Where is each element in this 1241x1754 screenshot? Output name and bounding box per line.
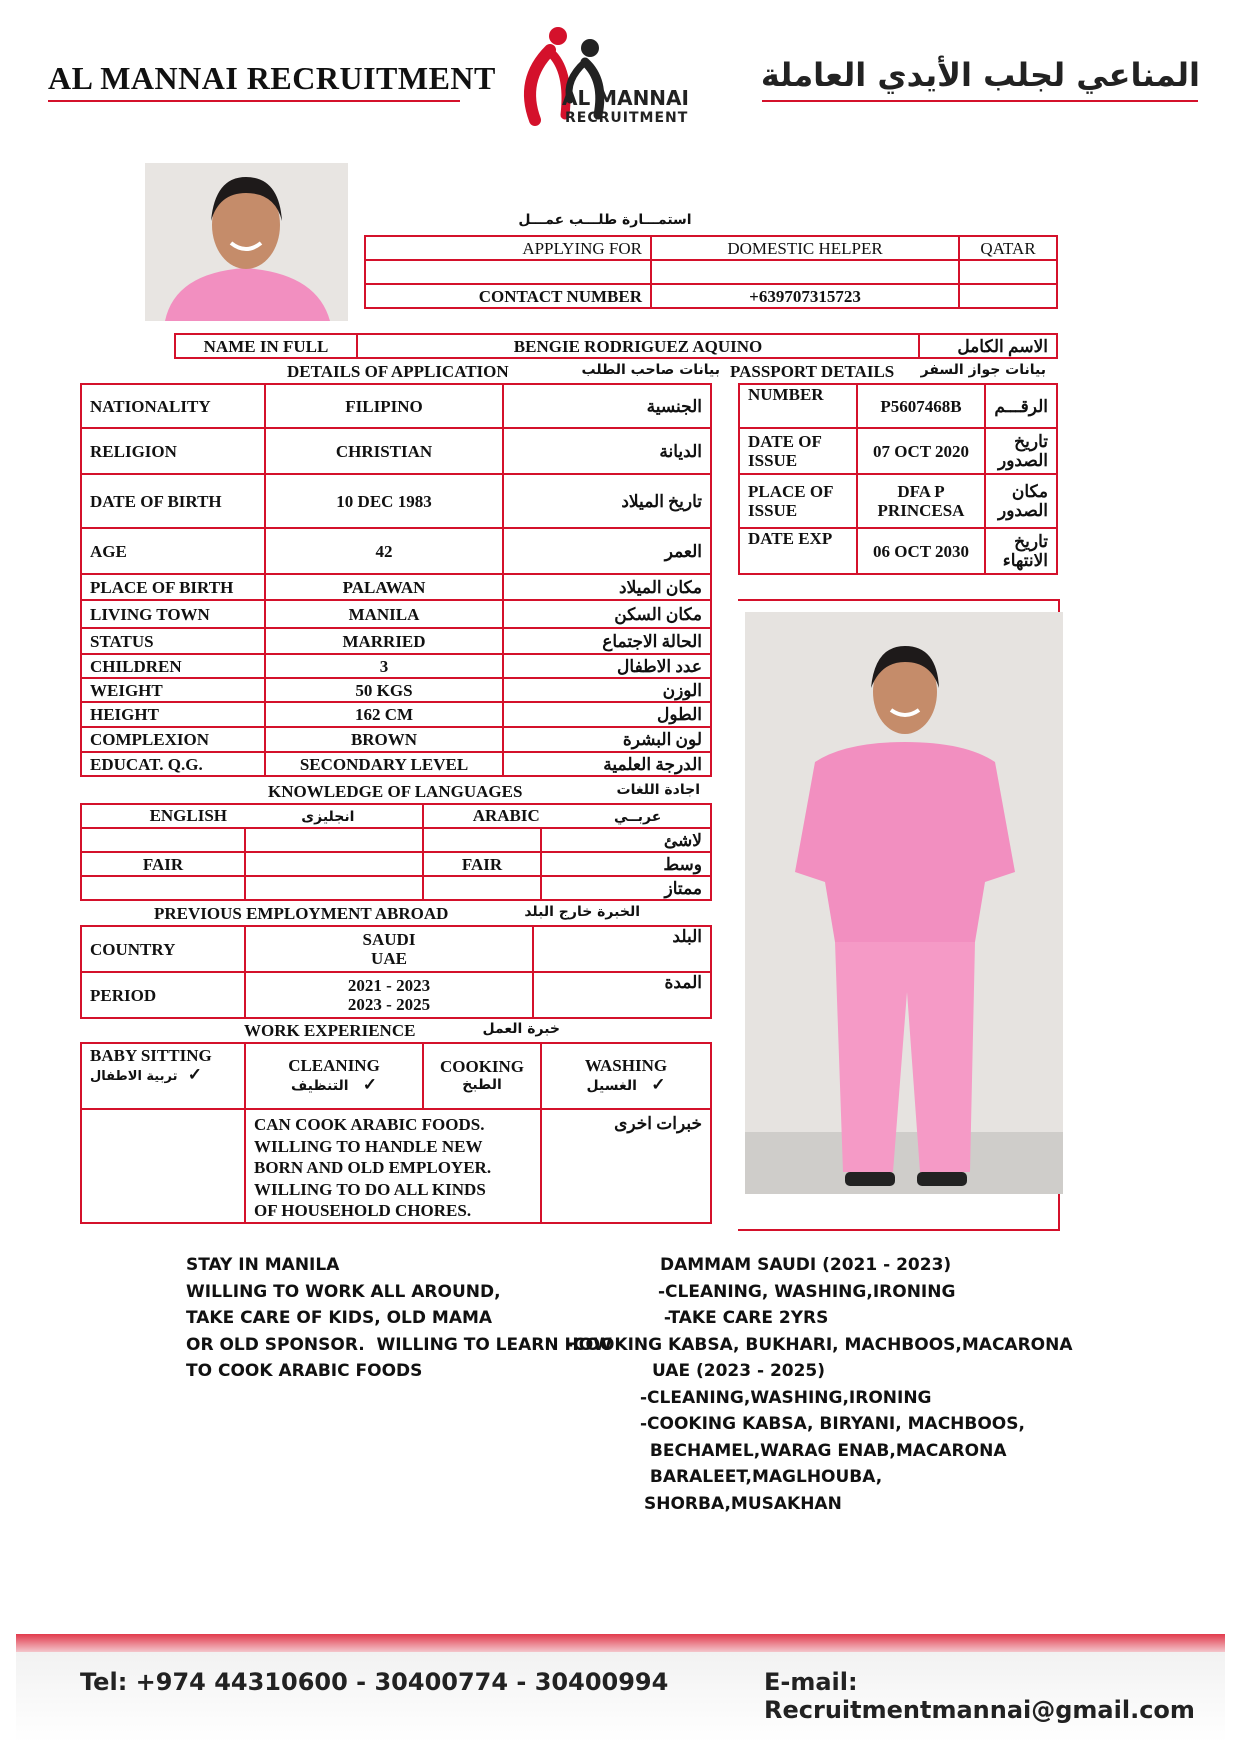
name-table xyxy=(174,333,1058,359)
employment-table xyxy=(80,925,712,1019)
detail-label: STATUS xyxy=(81,628,265,654)
detail-value: 3 xyxy=(265,654,503,678)
detail-label-ar: الطول xyxy=(503,702,711,727)
detail-label-ar: الوزن xyxy=(503,678,711,702)
arabic-label: ARABIC xyxy=(472,805,540,825)
detail-label-ar: الديانة xyxy=(503,428,711,474)
languages-heading-ar: اجادة اللغات xyxy=(616,782,700,798)
note-line: TO COOK ARABIC FOODS xyxy=(186,1361,423,1381)
footer-tel: Tel: +974 44310600 - 30400774 - 30400994 xyxy=(80,1668,669,1696)
detail-label: RELIGION xyxy=(81,428,265,474)
other-line: BORN AND OLD EMPLOYER. xyxy=(254,1158,492,1177)
passport-label-ar: تاريخ الانتهاء xyxy=(985,528,1057,574)
detail-value: 50 KGS xyxy=(265,678,503,702)
detail-label-ar: تاريخ الميلاد xyxy=(503,474,711,528)
detail-label: HEIGHT xyxy=(81,702,265,727)
cleaning-label: CLEANING xyxy=(288,1056,380,1075)
applying-table xyxy=(364,235,1058,309)
note-line: UAE (2023 - 2025) xyxy=(652,1361,826,1381)
baby-sitting-label-ar: تربية الاطفال xyxy=(90,1069,178,1084)
note-line: DAMMAM SAUDI (2021 - 2023) xyxy=(660,1255,952,1275)
note-line: -CLEANING,WASHING,IRONING xyxy=(640,1387,932,1408)
level-good-ar: ممتاز xyxy=(541,876,711,900)
passport-label: DATE EXP xyxy=(739,528,857,574)
detail-value: MARRIED xyxy=(265,628,503,654)
detail-value: 162 CM xyxy=(265,702,503,727)
other-line: WILLING TO DO ALL KINDS xyxy=(254,1179,486,1199)
period-label-ar: المدة xyxy=(533,972,711,1018)
detail-value: SECONDARY LEVEL xyxy=(265,752,503,776)
english-label-ar: انجليزى xyxy=(301,808,355,825)
details-table xyxy=(80,383,712,777)
passport-table xyxy=(738,383,1058,575)
english-header xyxy=(81,804,423,828)
header-rule-left xyxy=(48,100,460,102)
other-line: CAN COOK ARABIC FOODS. xyxy=(254,1115,485,1134)
note-line: OR OLD SPONSOR. WILLING TO LEARN HOW xyxy=(186,1334,612,1355)
arabic-header xyxy=(423,804,711,828)
detail-label-ar: العمر xyxy=(503,528,711,574)
baby-sitting-label: BABY SITTING xyxy=(90,1046,212,1065)
detail-label-ar: الحالة الاجتماع xyxy=(503,628,711,654)
name-label: NAME IN FULL xyxy=(175,334,357,358)
detail-value: PALAWAN xyxy=(265,574,503,600)
periods-cell xyxy=(245,972,533,1018)
detail-label-ar: عدد الاطفال xyxy=(503,654,711,678)
passport-heading: PASSPORT DETAILS xyxy=(730,362,895,381)
employment-country: UAE xyxy=(371,949,407,968)
note-line: -COOKING KABSA, BIRYANI, MACHBOOS, xyxy=(640,1414,1025,1434)
cleaning-label-ar: التنظيف xyxy=(290,1078,349,1094)
skill-cleaning xyxy=(245,1043,423,1109)
level-mid-ar: وسط xyxy=(541,852,711,876)
employment-period: 2021 - 2023 xyxy=(347,976,431,995)
other-experience xyxy=(245,1109,541,1223)
period-label: PERIOD xyxy=(81,972,245,1018)
arabic-label-ar: عربــي xyxy=(614,808,662,825)
cooking-label: COOKING xyxy=(439,1057,525,1076)
note-line: -CLEANING, WASHING,IRONING xyxy=(658,1281,956,1302)
country-label-ar: البلد xyxy=(533,926,711,972)
applicant-photo-full xyxy=(745,612,1063,1194)
detail-label-ar: الجنسية xyxy=(503,384,711,428)
detail-label: COMPLEXION xyxy=(81,727,265,752)
other-line: WILLING TO HANDLE NEW xyxy=(254,1136,483,1156)
other-label-ar: خبرات اخرى xyxy=(541,1109,711,1223)
languages-heading: KNOWLEDGE OF LANGUAGES xyxy=(268,782,523,801)
other-line: OF HOUSEHOLD CHORES. xyxy=(254,1201,472,1220)
detail-value: MANILA xyxy=(265,600,503,628)
note-line: WILLING TO WORK ALL AROUND, xyxy=(186,1281,501,1302)
check-icon: ✓ xyxy=(187,1065,202,1084)
notes-left xyxy=(186,1252,612,1385)
cooking-label-ar: الطبخ xyxy=(462,1077,502,1093)
passport-value: 07 OCT 2020 xyxy=(857,428,985,474)
detail-label: LIVING TOWN xyxy=(81,600,265,628)
employment-heading: PREVIOUS EMPLOYMENT ABROAD xyxy=(154,904,449,923)
detail-label: EDUCAT. Q.G. xyxy=(81,752,265,776)
countries-cell xyxy=(245,926,533,972)
level-none-ar: لاشئ xyxy=(541,828,711,852)
full-body-portrait-icon xyxy=(745,612,1063,1194)
detail-value: 42 xyxy=(265,528,503,574)
detail-value: FILIPINO xyxy=(265,384,503,428)
detail-value: CHRISTIAN xyxy=(265,428,503,474)
arabic-level: FAIR xyxy=(423,852,541,876)
country-value: QATAR xyxy=(959,236,1057,260)
washing-label-ar: الغسيل xyxy=(586,1078,637,1094)
detail-label: CHILDREN xyxy=(81,654,265,678)
employment-country: SAUDI xyxy=(362,930,416,949)
note-line: BECHAMEL,WARAG ENAB,MACARONA xyxy=(644,1440,1007,1461)
check-icon: ✓ xyxy=(362,1075,377,1094)
notes-right xyxy=(566,1252,1073,1517)
detail-label-ar: مكان الميلاد xyxy=(503,574,711,600)
applying-for-label: APPLYING FOR xyxy=(365,236,651,260)
passport-label: PLACE OF ISSUE xyxy=(739,474,857,528)
applicant-photo-small xyxy=(145,163,348,321)
logo-text-1: AL MANNAI xyxy=(562,86,689,110)
details-heading-ar: بيانات صاحب الطلب xyxy=(581,362,720,378)
detail-label: PLACE OF BIRTH xyxy=(81,574,265,600)
name-label-ar: الاسم الكامل xyxy=(919,334,1057,358)
employment-period: 2023 - 2025 xyxy=(347,995,431,1014)
note-line: SHORBA,MUSAKHAN xyxy=(644,1493,842,1514)
detail-label-ar: الدرجة العلمية xyxy=(503,752,711,776)
detail-label-ar: لون البشرة xyxy=(503,727,711,752)
washing-label: WASHING xyxy=(584,1056,668,1075)
passport-label-ar: مكان الصدور xyxy=(985,474,1057,528)
passport-label-ar: تاريخ الصدور xyxy=(985,428,1057,474)
skill-baby-sitting xyxy=(81,1043,245,1109)
detail-label: WEIGHT xyxy=(81,678,265,702)
detail-label: NATIONALITY xyxy=(81,384,265,428)
passport-value: P5607468B xyxy=(857,384,985,428)
detail-value: 10 DEC 1983 xyxy=(265,474,503,528)
note-line: -COOKING KABSA, BUKHARI, MACHBOOS,MACARONA xyxy=(566,1334,1073,1355)
note-line: STAY IN MANILA xyxy=(186,1255,340,1275)
passport-label-ar: الرقـــم xyxy=(985,384,1057,428)
form-title-ar: استمـــارة طلـــب عمـــل xyxy=(518,212,692,228)
full-name: BENGIE RODRIGUEZ AQUINO xyxy=(357,334,919,358)
skill-cooking xyxy=(423,1043,541,1109)
country-label: COUNTRY xyxy=(81,926,245,972)
logo-text-2: RECRUITMENT xyxy=(565,110,689,126)
passport-label: DATE OF ISSUE xyxy=(739,428,857,474)
company-name-en: AL MANNAI RECRUITMENT xyxy=(48,60,496,96)
passport-value: 06 OCT 2030 xyxy=(857,528,985,574)
passport-label: NUMBER xyxy=(739,384,857,428)
footer-email: E-mail: Recruitmentmannai@gmail.com xyxy=(764,1668,1195,1724)
english-level: FAIR xyxy=(81,852,245,876)
footer-band xyxy=(16,1634,1225,1652)
english-label: ENGLISH xyxy=(149,805,228,825)
note-line: BARALEET,MAGLHOUBA, xyxy=(644,1467,883,1487)
contact-label: CONTACT NUMBER xyxy=(365,284,651,308)
employment-heading-ar: الخبرة خارج البلد xyxy=(524,904,640,920)
details-heading: DETAILS OF APPLICATION xyxy=(287,362,509,381)
portrait-icon xyxy=(145,163,348,321)
detail-label: AGE xyxy=(81,528,265,574)
company-name-ar: المناعي لجلب الأيدي العاملة xyxy=(760,56,1200,94)
skill-washing xyxy=(541,1043,711,1109)
header-rule-right xyxy=(762,100,1198,102)
work-table xyxy=(80,1042,712,1224)
position-value: DOMESTIC HELPER xyxy=(651,236,959,260)
check-icon: ✓ xyxy=(651,1075,666,1094)
work-heading-ar: خبرة العمل xyxy=(482,1021,560,1037)
languages-table xyxy=(80,803,712,901)
contact-number: +639707315723 xyxy=(651,284,959,308)
detail-value: BROWN xyxy=(265,727,503,752)
passport-heading-ar: بيانات جواز السفر xyxy=(920,362,1046,378)
passport-value: DFA P PRINCESA xyxy=(857,474,985,528)
note-line: -TAKE CARE 2YRS xyxy=(658,1308,829,1328)
note-line: TAKE CARE OF KIDS, OLD MAMA xyxy=(186,1308,493,1328)
company-logo xyxy=(510,20,725,130)
work-heading: WORK EXPERIENCE xyxy=(244,1021,416,1040)
detail-label: DATE OF BIRTH xyxy=(81,474,265,528)
detail-label-ar: مكان السكن xyxy=(503,600,711,628)
